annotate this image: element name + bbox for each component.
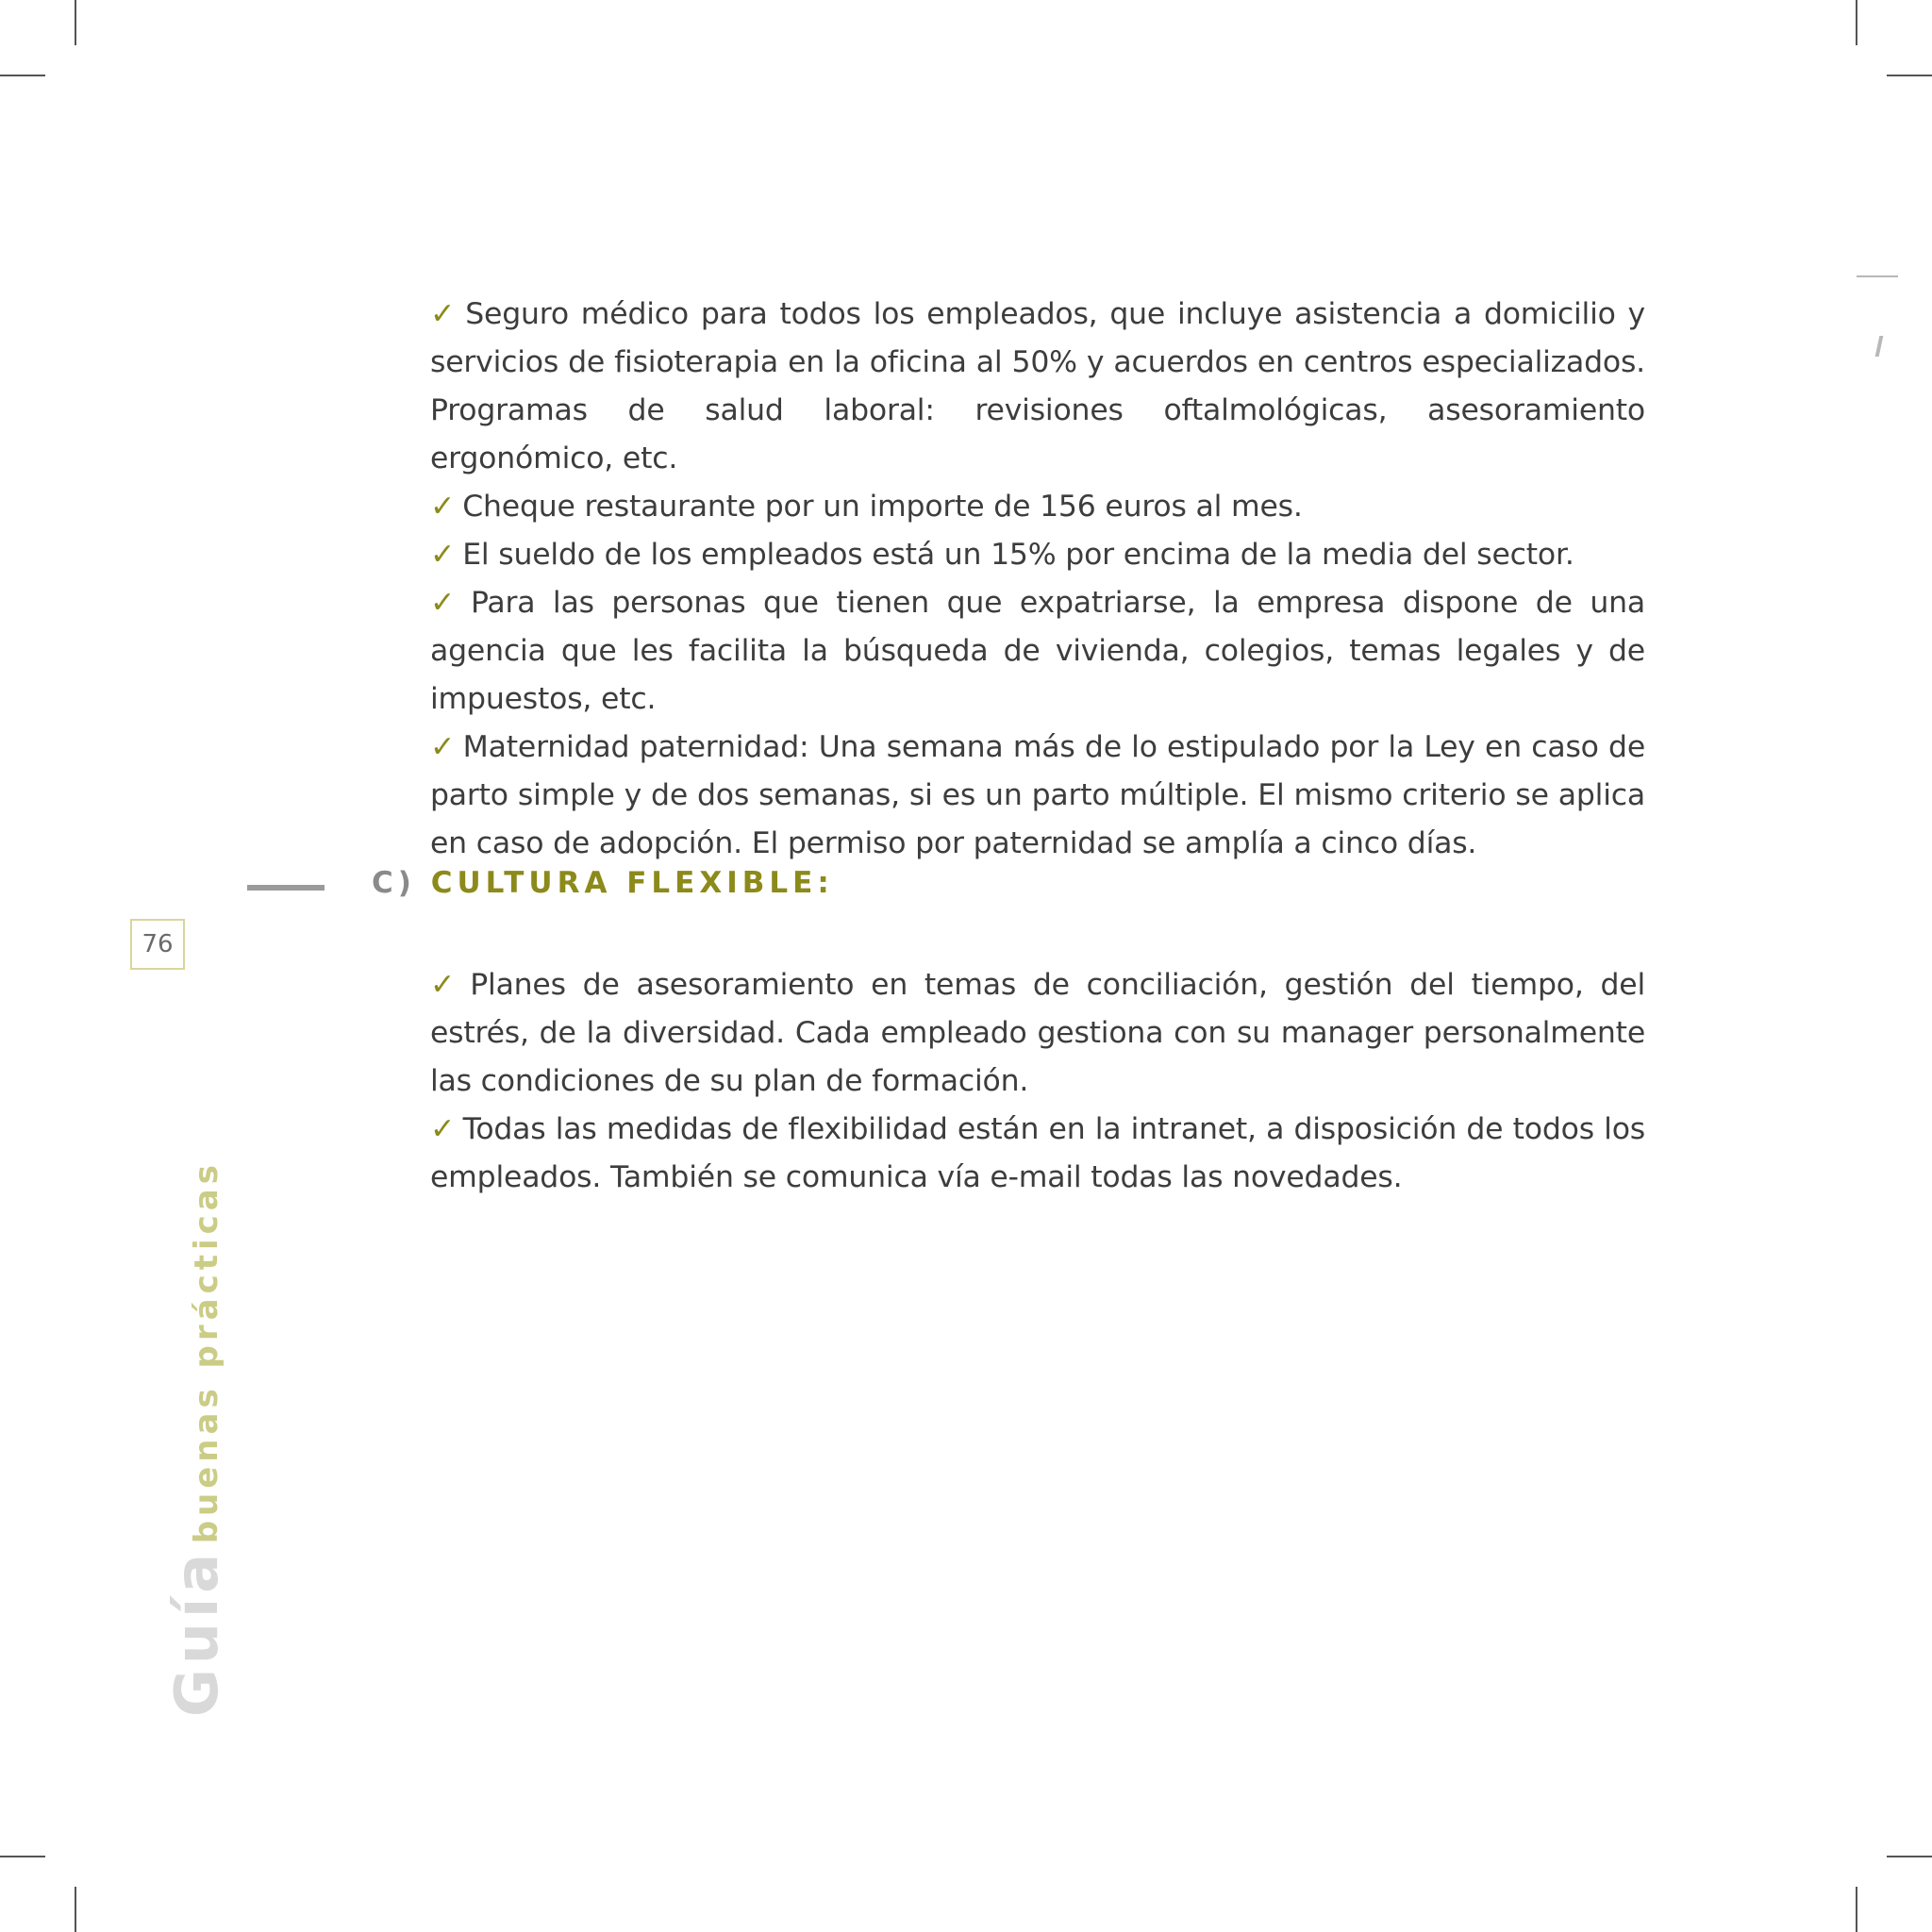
check-icon: ✓ bbox=[430, 968, 463, 1002]
crop-mark-bottom-left-vertical bbox=[75, 1887, 76, 1932]
check-icon: ✓ bbox=[430, 586, 463, 620]
benefit-item bbox=[430, 724, 1645, 868]
benefit-item bbox=[430, 579, 1645, 724]
benefit-item bbox=[430, 291, 1645, 483]
section-title: CULTURA FLEXIBLE: bbox=[430, 866, 834, 900]
section-heading bbox=[372, 866, 834, 900]
check-icon: ✓ bbox=[430, 730, 456, 764]
culture-text: Planes de asesoramiento en temas de conciliación, gestión del tiempo, del estrés, de la diversidad. Cada empleado gestiona con su manager personalmente las condiciones de su plan de formación. bbox=[430, 968, 1645, 1098]
benefit-text: Maternidad paternidad: Una semana más de lo estipulado por la Ley en caso de parto simple y de dos semanas, si es un parto múltiple. El mismo criterio se aplica en caso de adopción. El permiso por paternidad se amplía a cinco días. bbox=[430, 730, 1645, 860]
culture-item bbox=[430, 1106, 1645, 1202]
crop-mark-top-left-horizontal bbox=[0, 75, 45, 76]
crop-mark-bottom-left-horizontal bbox=[0, 1856, 45, 1857]
page-number: 76 bbox=[130, 919, 185, 970]
edge-mark-horizontal bbox=[1857, 275, 1898, 277]
benefit-item bbox=[430, 531, 1645, 579]
side-title bbox=[162, 1160, 231, 1717]
side-title-sub: buenas prácticas bbox=[188, 1160, 225, 1544]
crop-mark-top-right-vertical bbox=[1856, 0, 1857, 45]
culture-item bbox=[430, 961, 1645, 1106]
crop-mark-top-right-horizontal bbox=[1887, 75, 1932, 76]
check-icon: ✓ bbox=[430, 538, 456, 572]
benefit-text: Cheque restaurante por un importe de 156 euros al mes. bbox=[462, 490, 1303, 524]
benefit-text: Para las personas que tienen que expatriarse, la empresa dispone de una agencia que les facilita la búsqueda de vivienda, colegios, temas legales y de impuestos, etc. bbox=[430, 586, 1645, 716]
edge-mark-slash bbox=[1875, 336, 1884, 357]
benefits-block bbox=[430, 291, 1645, 868]
culture-text: Todas las medidas de flexibilidad están en la intranet, a disposición de todos los empleados. También se comunica vía e-mail todas las novedades. bbox=[430, 1112, 1645, 1194]
side-title-main: Guía bbox=[162, 1548, 231, 1717]
crop-mark-bottom-right-vertical bbox=[1856, 1887, 1857, 1932]
benefit-item bbox=[430, 483, 1645, 531]
crop-mark-top-left-vertical bbox=[75, 0, 76, 45]
crop-mark-bottom-right-horizontal bbox=[1887, 1856, 1932, 1857]
section-rule bbox=[247, 885, 325, 891]
benefit-text: Seguro médico para todos los empleados, que incluye asistencia a domicilio y servicios de fisioterapia en la oficina al 50% y acuerdos en centros especializados. Programas de salud laboral: revisiones oftalmológicas, asesoramiento ergonómico, etc. bbox=[430, 297, 1645, 475]
check-icon: ✓ bbox=[430, 490, 456, 524]
section-letter: C) bbox=[372, 866, 416, 900]
culture-block bbox=[430, 961, 1645, 1202]
check-icon: ✓ bbox=[430, 297, 458, 331]
benefit-text: El sueldo de los empleados está un 15% por encima de la media del sector. bbox=[462, 538, 1574, 572]
check-icon: ✓ bbox=[430, 1112, 456, 1146]
